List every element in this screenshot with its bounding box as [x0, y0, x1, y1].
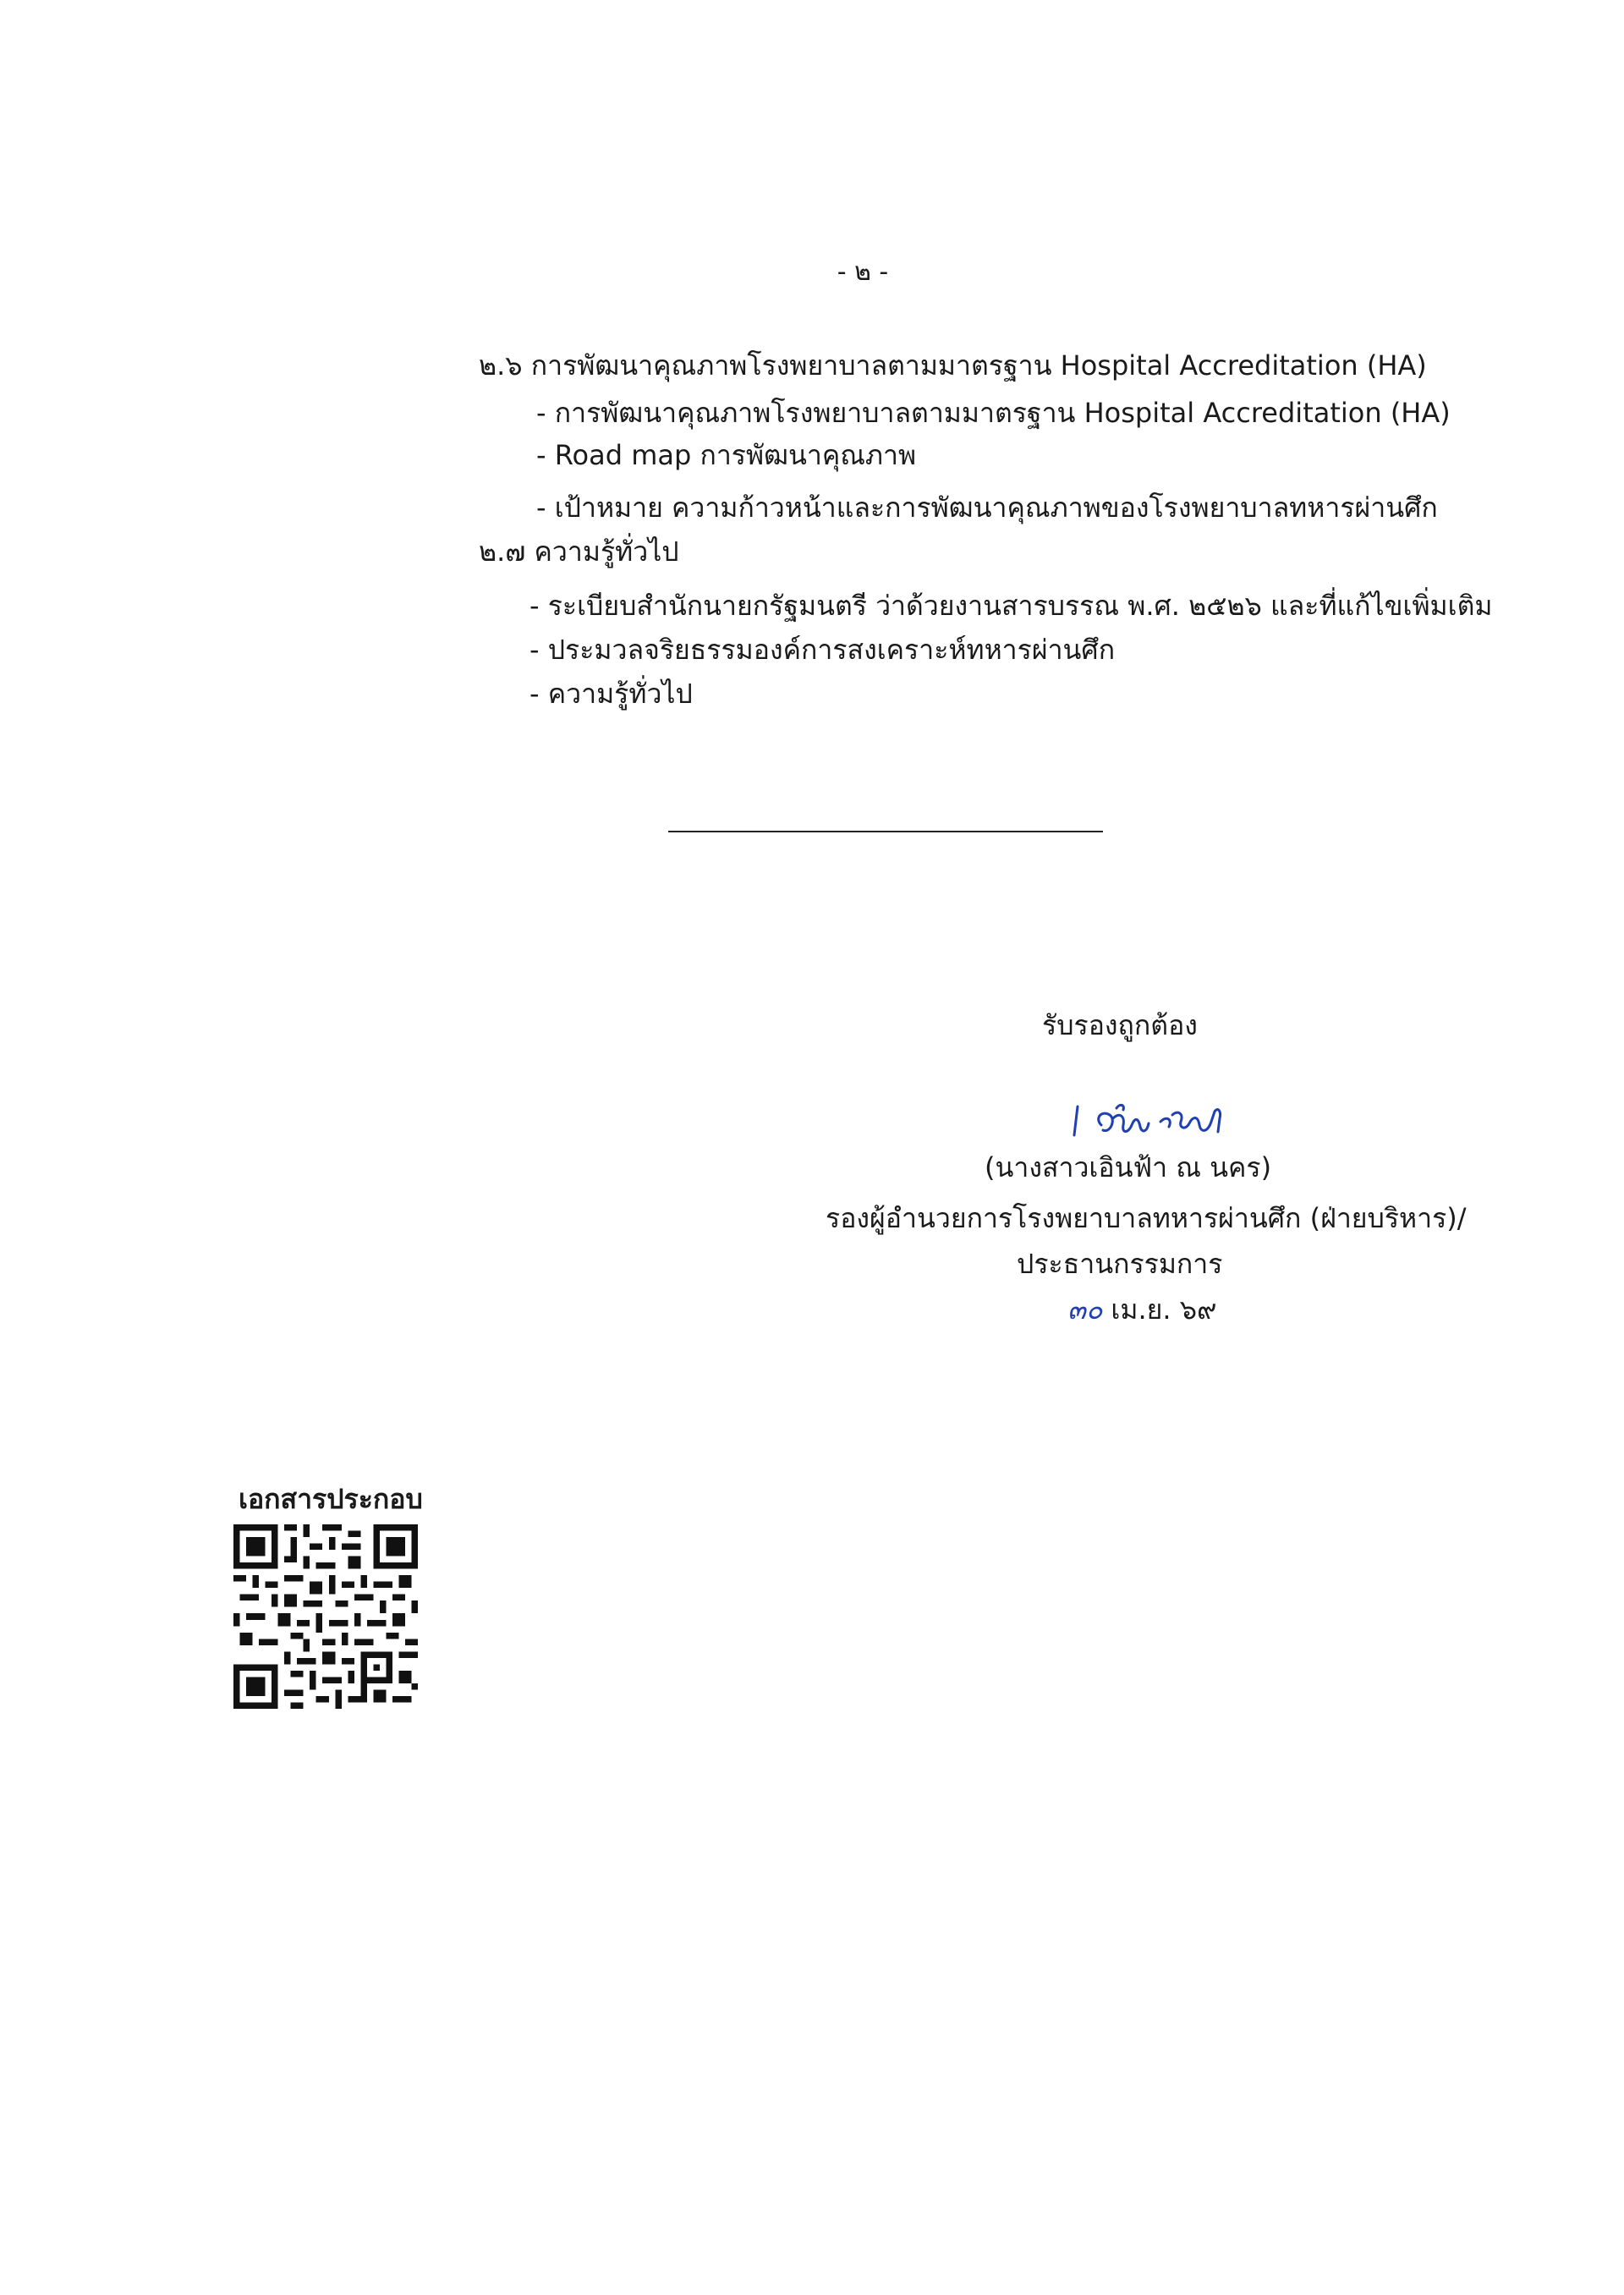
- certification-date: [1067, 1293, 1216, 1326]
- list-item: - ระเบียบสำนักนายกรัฐมนตรี ว่าด้วยงานสารบรรณ พ.ศ. ๒๕๒๖ และที่แก้ไขเพิ่มเติม: [529, 590, 1493, 622]
- attachment-label: เอกสารประกอบ: [239, 1483, 423, 1515]
- list-item: - การพัฒนาคุณภาพโรงพยาบาลตามมาตรฐาน Hospital Accreditation (HA): [536, 397, 1451, 429]
- printed-month-year: เม.ย. ๖๙: [1111, 1293, 1217, 1326]
- section-heading-2-6: ๒.๖ การพัฒนาคุณภาพโรงพยาบาลตามมาตรฐาน Hospital Accreditation (HA): [479, 349, 1427, 382]
- list-item: - ประมวลจริยธรรมองค์การสงเคราะห์ทหารผ่านศึก: [529, 634, 1116, 666]
- list-item: - เป้าหมาย ความก้าวหน้าและการพัฒนาคุณภาพของโรงพยาบาลทหารผ่านศึก: [536, 491, 1438, 524]
- end-divider: [668, 831, 1103, 832]
- certification-label: รับรองถูกต้อง: [1042, 1009, 1198, 1041]
- certifier-position: รองผู้อำนวยการโรงพยาบาลทหารผ่านศึก (ฝ่ายบริหาร)/: [826, 1202, 1467, 1234]
- qr-code-icon[interactable]: [233, 1524, 418, 1709]
- list-item: - ความรู้ทั่วไป: [529, 678, 693, 710]
- section-heading-2-7: ๒.๗ ความรู้ทั่วไป: [479, 535, 679, 568]
- certifier-role: ประธานกรรมการ: [1017, 1248, 1223, 1280]
- page-number: - ๒ -: [837, 257, 889, 287]
- handwritten-signature: [1073, 1100, 1233, 1142]
- list-item: - Road map การพัฒนาคุณภาพ: [536, 439, 917, 471]
- handwritten-day: ๓๐: [1067, 1293, 1103, 1326]
- certifier-name: (นางสาวเอินฟ้า ณ นคร): [985, 1151, 1272, 1183]
